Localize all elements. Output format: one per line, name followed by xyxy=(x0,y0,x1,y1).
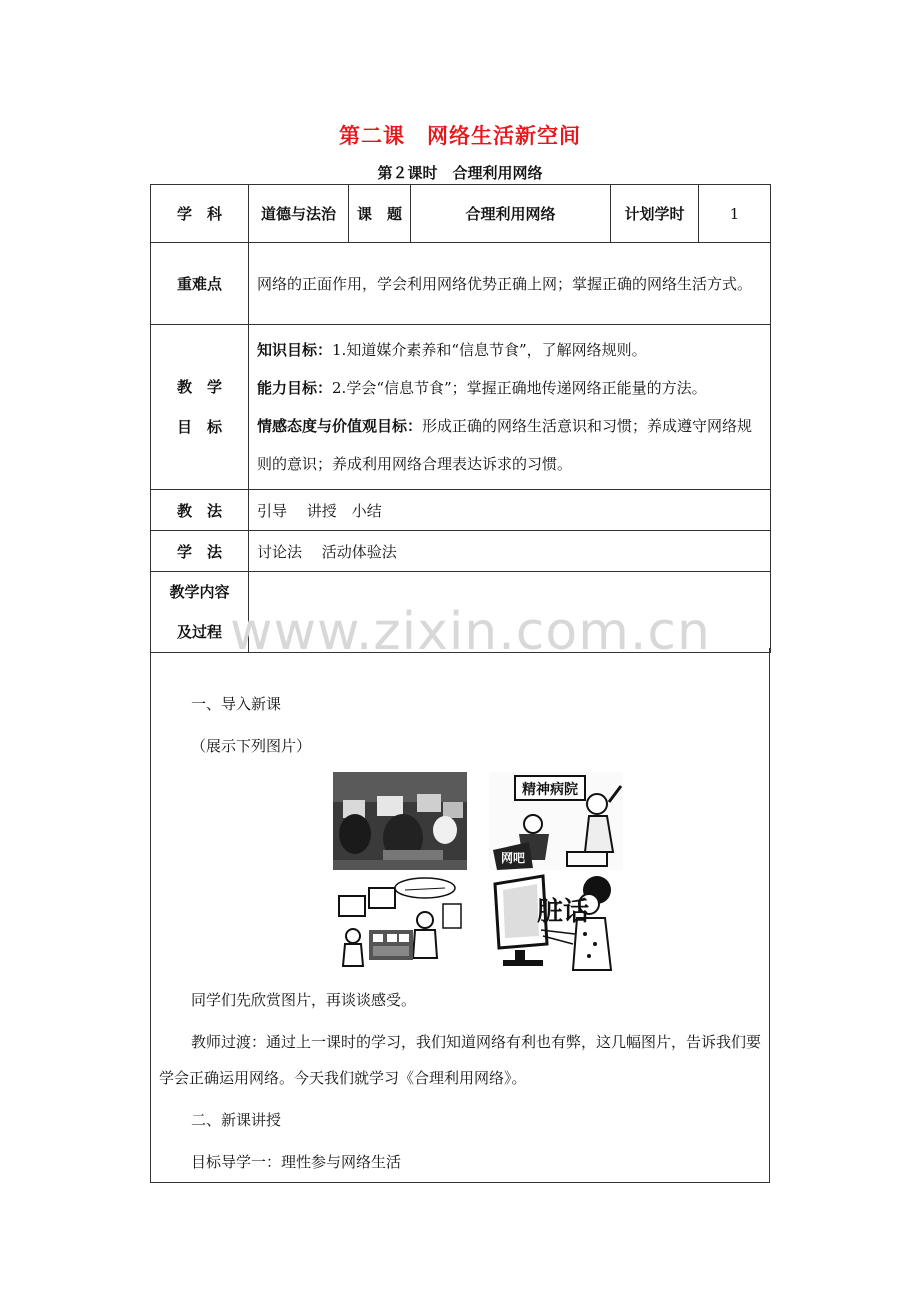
lesson-plan-table xyxy=(150,184,771,653)
key-cell xyxy=(249,243,771,325)
learn-method-label: 学 法 xyxy=(151,531,249,572)
netbar-cartoon xyxy=(489,772,623,870)
topic-label: 课 题 xyxy=(349,185,411,243)
table-row xyxy=(151,572,771,653)
key-text: 网络的正面作用，学会利用网络优势正确上网；掌握正确的网络生活方式。 xyxy=(257,274,753,293)
goals-label-2: 目 标 xyxy=(176,418,222,436)
teach-method-value: 引导 讲授 小结 xyxy=(249,490,771,531)
table-row xyxy=(151,531,771,572)
dirty-words-cartoon xyxy=(489,874,623,972)
process-label-2: 及过程 xyxy=(176,623,222,641)
process-cell xyxy=(249,572,771,653)
watermark: www.zixin.com.cn xyxy=(230,602,711,662)
show-images-note: （展示下列图片） xyxy=(191,737,312,755)
goal-ability-text: 2.学会“信息节食”；掌握正确地传递网络正能量的方法。 xyxy=(332,379,707,397)
page-title: 第二课 网络生活新空间 xyxy=(339,124,581,148)
hours-label: 计划学时 xyxy=(611,185,699,243)
topic-value: 合理利用网络 xyxy=(411,185,611,243)
teach-method-label: 教 法 xyxy=(151,490,249,531)
goal-emotion-text: 形成正确的网络生活意识和习惯；养成遵守网络规则的意识；养成利用网络合理表达诉求的习惯。 xyxy=(257,417,753,473)
goals-cell xyxy=(249,325,771,490)
dirty-words-label: 脏话 xyxy=(536,897,590,927)
table-row xyxy=(151,185,771,243)
computers-cartoon xyxy=(333,874,467,972)
goals-label-cell xyxy=(151,325,249,490)
table-row xyxy=(151,325,771,490)
goal-knowledge xyxy=(257,331,762,369)
section-new-lesson: 二、新课讲授 xyxy=(191,1111,282,1129)
hours-value: 1 xyxy=(699,185,771,243)
process-label-cell xyxy=(151,572,249,653)
paragraph-transition: 教师过渡：通过上一课时的学习，我们知道网络有利也有弊，这几幅图片，告诉我们要学会正确运用网络。今天我们就学习《合理利用网络》。 xyxy=(159,1033,762,1087)
hospital-sign: 精神病院 xyxy=(522,782,578,798)
goal-heading-1: 目标导学一：理性参与网络生活 xyxy=(191,1153,402,1171)
key-label: 重难点 xyxy=(151,243,249,325)
table-row xyxy=(151,243,771,325)
internet-cafe-photo xyxy=(333,772,467,870)
lesson-body xyxy=(150,648,770,1183)
process-label-1: 教学内容 xyxy=(169,583,230,601)
goal-ability-label: 能力目标： xyxy=(257,379,333,397)
goal-knowledge-label: 知识目标： xyxy=(257,341,333,359)
goals-label-1: 教 学 xyxy=(176,378,222,396)
goal-knowledge-text: 1.知道媒介素养和“信息节食”，了解网络规则。 xyxy=(332,341,647,359)
picture-group xyxy=(333,772,623,972)
page-subtitle: 第２课时 合理利用网络 xyxy=(377,164,543,182)
goal-ability xyxy=(257,369,762,407)
goals-text xyxy=(249,325,770,489)
table-row xyxy=(151,490,771,531)
subject-label: 学 科 xyxy=(151,185,249,243)
section-intro: 一、导入新课 xyxy=(191,695,282,713)
netbar-sign: 网吧 xyxy=(500,851,526,865)
learn-method-value: 讨论法 活动体验法 xyxy=(249,531,771,572)
goal-emotion xyxy=(257,407,762,483)
subject-value: 道德与法治 xyxy=(249,185,349,243)
goal-emotion-label: 情感态度与价值观目标： xyxy=(257,417,423,435)
paragraph-appreciate: 同学们先欣赏图片，再谈谈感受。 xyxy=(191,991,417,1009)
